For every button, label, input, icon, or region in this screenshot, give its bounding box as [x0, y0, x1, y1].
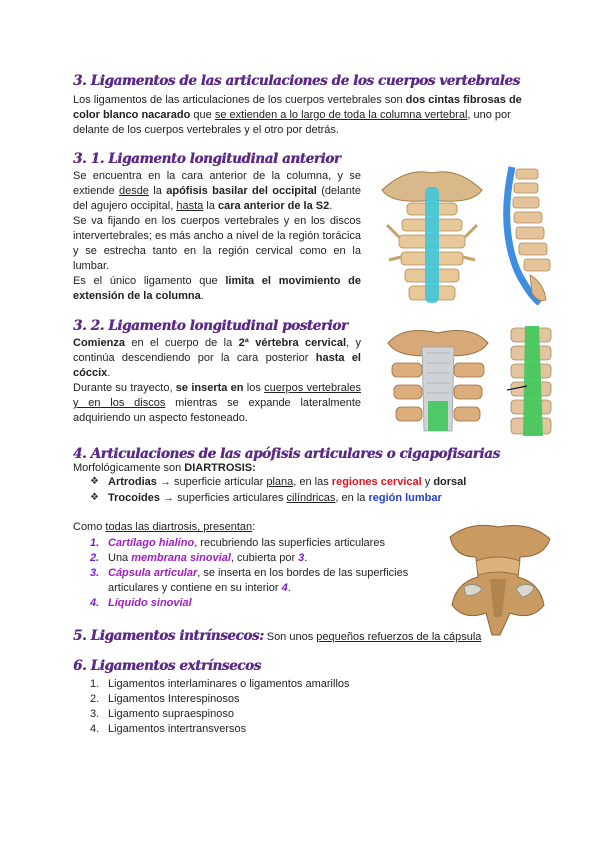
joint-types-list — [90, 474, 470, 506]
extrinsic-ligaments-list — [90, 677, 350, 737]
list-item: 2. Una membrana sinovial, cubierta por 3. — [90, 552, 308, 564]
facet-joint-image — [440, 517, 558, 637]
section-3-1-para-b: Se va fijando en los cuerpos vertebrales y en los discos intervertebrales; es más ancho a nivel de la región torácica y se estrecha tanto en la región cervical como en la lumbar. — [73, 215, 361, 272]
list-item: 3. Ligamento supraespinoso — [90, 708, 234, 720]
diarthrosis-components-list — [90, 536, 440, 611]
section-3-1-para-a: Se encuentra en la cara anterior de la columna, y se extiende desde la apófisis basilar del occipital (delante del agujero occipital, hasta la cara anterior de la S2. — [73, 170, 361, 212]
section-3-paragraph: Los ligamentos de las articulaciones de los cuerpos vertebrales son dos cintas fibrosas de color blanco nacarado que se extienden a lo largo de toda la columna vertebral, uno por delante de los cuerpos vertebrales y el otro por detrás. — [73, 94, 522, 136]
bullet-icon: ❖ — [90, 476, 99, 487]
section-3-2-heading: 3. 2. Ligamento longitudinal posterior — [73, 318, 348, 334]
section-3-1-para-c: Es el único ligamento que limita el movimiento de extensión de la columna. — [73, 275, 361, 302]
bullet-icon: ❖ — [90, 492, 99, 503]
section-3-1-heading: 3. 1. Ligamento longitudinal anterior — [73, 151, 341, 167]
anterior-ligament-lateral-image — [494, 165, 554, 305]
list-item: 1. Cartílago hialino, recubriendo las superficies articulares — [90, 537, 385, 549]
list-item: ❖ Artrodias → superficie articular plana, en las regiones cervical y dorsal — [90, 476, 467, 488]
section-3-2-para-a: Comienza en el cuerpo de la 2ª vértebra cervical, y continúa descendiendo por la cara posterior hasta el cóccix. — [73, 337, 361, 379]
section-6-heading: 6. Ligamentos extrínsecos — [73, 658, 261, 674]
diarthrosis-intro: Como todas las diartrosis, presentan: — [73, 521, 256, 533]
morphology-text: Morfológicamente son DIARTROSIS: — [73, 462, 256, 474]
section-5-line: 5. Ligamentos intrínsecos: Son unos pequeños refuerzos de la cápsula — [73, 628, 482, 644]
section-3-heading: 3. Ligamentos de las articulaciones de los cuerpos vertebrales — [73, 73, 520, 89]
list-item: 4. Ligamentos intertransversos — [90, 723, 247, 735]
list-item: ❖ Trocoides → superficies articulares cilíndricas, en la región lumbar — [90, 492, 442, 504]
anterior-ligament-image — [377, 165, 487, 305]
section-5-heading: 5. Ligamentos intrínsecos: — [73, 628, 264, 644]
list-item: 1. Ligamentos interlaminares o ligamentos amarillos — [90, 678, 350, 690]
section-3-1-text — [73, 169, 361, 304]
list-item: 2. Ligamentos Interespinosos — [90, 693, 240, 705]
list-item: 4. Líquido sinovial — [90, 597, 192, 609]
posterior-ligament-image — [384, 323, 492, 433]
posterior-ligament-lateral-image — [505, 326, 557, 436]
section-3-2-text — [73, 336, 361, 426]
section-4-heading: 4. Articulaciones de las apófisis articulares o cigapofisarias — [73, 446, 500, 462]
section-3-2-para-b: Durante su trayecto, se inserta en los cuerpos vertebrales y en los discos mientras se expande lateralmente adquiriendo un aspecto festoneado. — [73, 382, 361, 424]
list-item: 3. Cápsula articular, se inserta en los bordes de las superficies articulares y contiene en su interior 4. — [90, 567, 409, 594]
